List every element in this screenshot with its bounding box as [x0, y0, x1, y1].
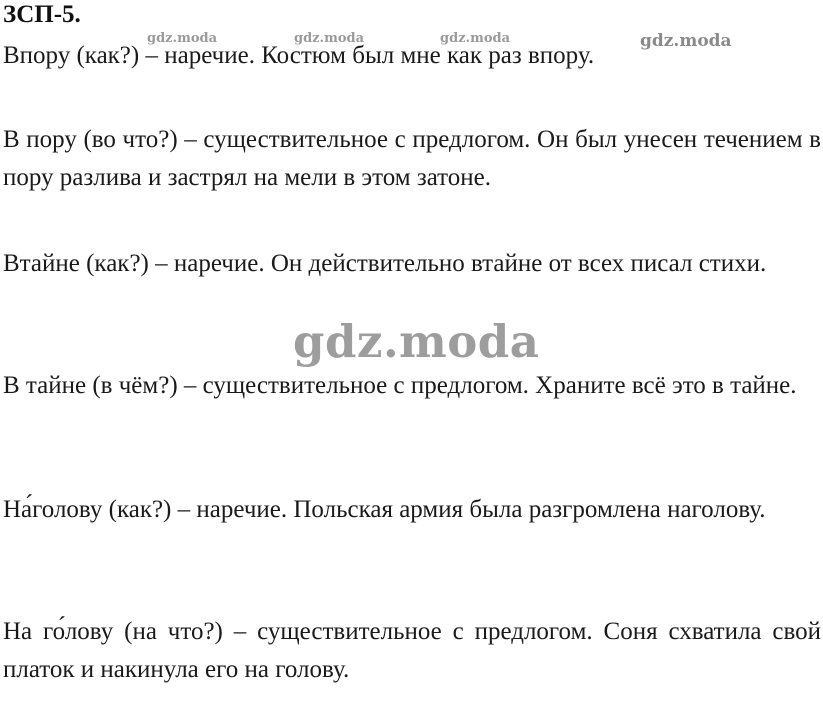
paragraph-v-poru: В пору (во что?) – существительное с предлогом. Он был унесен течением в пору разлива и застрял на мели в этом затоне.	[3, 126, 821, 191]
watermark-small: gdz.moda	[147, 31, 218, 46]
watermark-small: gdz.moda	[294, 31, 365, 46]
watermark-medium: gdz.moda	[640, 31, 732, 51]
watermark-large: gdz.moda	[293, 315, 540, 368]
paragraph-na-golovu: На го́лову (на что?) – существительное с предлогом. Соня схватила свой платок и накинула его на голову.	[3, 618, 821, 683]
paragraph-nagolovu: На́голову (как?) – наречие. Польская армия была разгромлена наголову.	[3, 496, 766, 523]
watermark-small: gdz.moda	[440, 31, 511, 46]
paragraph-vporu: Впору (как?) – наречие. Костюм был мне как раз впору.	[3, 42, 595, 69]
paragraph-vtaine: Втайне (как?) – наречие. Он действительно втайне от всех писал стихи.	[3, 250, 767, 277]
paragraph-v-taine: В тайне (в чём?) – существительное с предлогом. Храните всё это в тайне.	[3, 372, 797, 399]
document-title: ЗСП-5.	[3, 1, 81, 28]
